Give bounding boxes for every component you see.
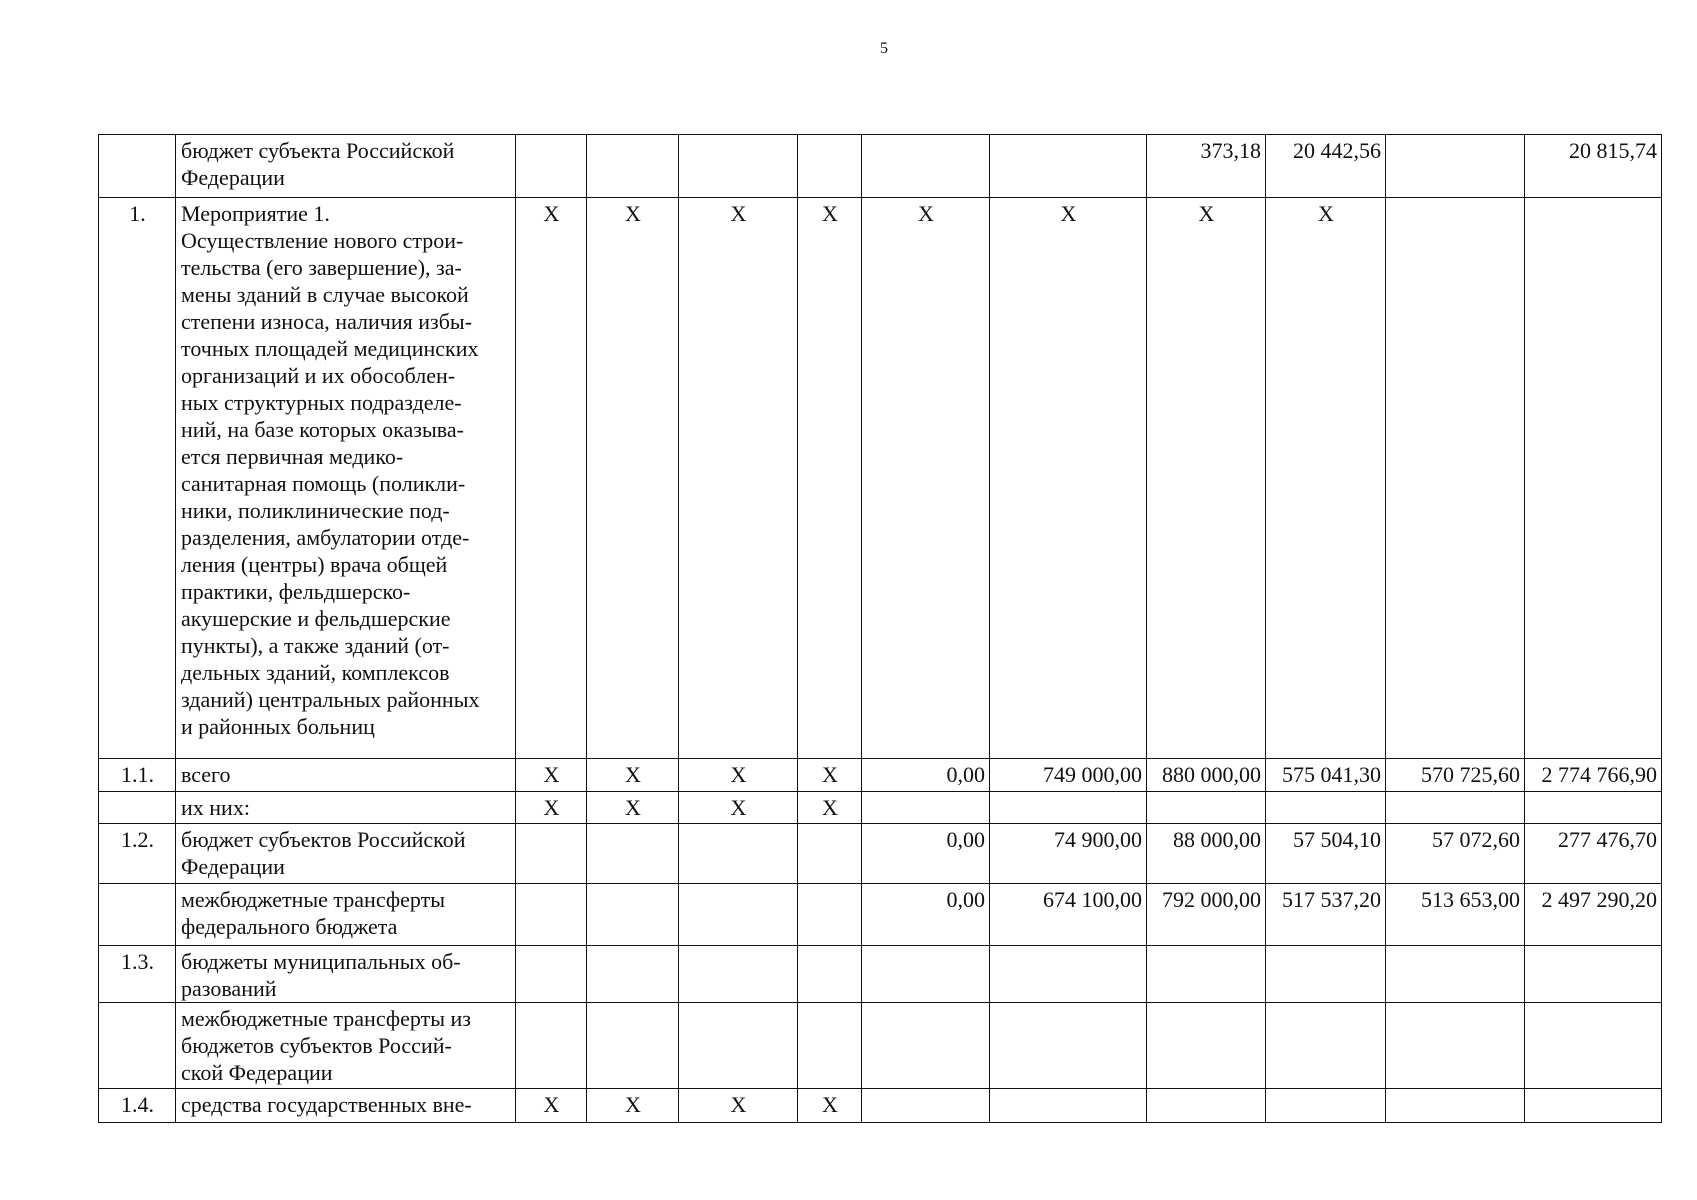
- row-name: [176, 1003, 516, 1089]
- value-cell: [990, 135, 1147, 198]
- row-name: [176, 759, 516, 792]
- value-cell: 2 497 290,20: [1525, 884, 1662, 946]
- marker-cell: [587, 824, 679, 884]
- row-name-line: организаций и их обособлен-: [181, 363, 456, 388]
- marker-cell: [587, 1003, 679, 1089]
- table-row: [99, 946, 1662, 1003]
- table-row: [99, 135, 1662, 198]
- value-cell: 0,00: [862, 824, 990, 884]
- value-cell: [862, 946, 990, 1003]
- row-name-line: бюджеты муниципальных об-: [181, 949, 461, 974]
- marker-cell: X: [587, 759, 679, 792]
- value-cell: [990, 946, 1147, 1003]
- marker-cell: [587, 884, 679, 946]
- row-name-line: практики, фельдшерско-: [181, 579, 411, 604]
- row-name-line: ется первичная медико-: [181, 444, 404, 469]
- row-name-line: ления (центры) врача общей: [181, 552, 448, 577]
- row-name: [176, 198, 516, 759]
- value-cell: [1386, 135, 1525, 198]
- marker-cell: [798, 824, 862, 884]
- value-cell: 570 725,60: [1386, 759, 1525, 792]
- marker-cell: X: [798, 1089, 862, 1123]
- row-number: [99, 792, 176, 824]
- row-name-line: всего: [181, 762, 231, 787]
- marker-cell: X: [587, 792, 679, 824]
- row-name-line: бюджетов субъектов Россий-: [181, 1033, 452, 1058]
- marker-cell: [516, 1003, 587, 1089]
- value-cell: 88 000,00: [1147, 824, 1266, 884]
- marker-cell: X: [679, 792, 798, 824]
- value-cell: [990, 1089, 1147, 1123]
- value-cell: [1147, 1003, 1266, 1089]
- value-cell: X: [1147, 198, 1266, 759]
- row-name-line: ской Федерации: [181, 1060, 333, 1085]
- marker-cell: [679, 1003, 798, 1089]
- value-cell: [1266, 1003, 1386, 1089]
- row-number: 1.2.: [99, 824, 176, 884]
- value-cell: [1386, 946, 1525, 1003]
- row-name-line: ники, поликлинические под-: [181, 498, 450, 523]
- marker-cell: [516, 884, 587, 946]
- value-cell: 373,18: [1147, 135, 1266, 198]
- marker-cell: X: [516, 1089, 587, 1123]
- row-number: 1.1.: [99, 759, 176, 792]
- marker-cell: X: [587, 198, 679, 759]
- marker-cell: X: [516, 198, 587, 759]
- marker-cell: [798, 946, 862, 1003]
- row-number: [99, 1003, 176, 1089]
- row-name-line: акушерские и фельдшерские: [181, 606, 451, 631]
- table-row: [99, 792, 1662, 824]
- budget-table: [98, 134, 1662, 1123]
- row-name-line: Осуществление нового строи-: [181, 228, 464, 253]
- value-cell: [1525, 198, 1662, 759]
- value-cell: [990, 792, 1147, 824]
- row-name: [176, 792, 516, 824]
- row-name: [176, 1089, 516, 1123]
- value-cell: 749 000,00: [990, 759, 1147, 792]
- value-cell: [1266, 1089, 1386, 1123]
- value-cell: [862, 135, 990, 198]
- marker-cell: [587, 946, 679, 1003]
- value-cell: [862, 792, 990, 824]
- row-name-line: разделения, амбулатории отде-: [181, 525, 470, 550]
- row-number: [99, 135, 176, 198]
- row-number: 1.: [99, 198, 176, 759]
- marker-cell: [679, 135, 798, 198]
- table-row: [99, 824, 1662, 884]
- value-cell: 0,00: [862, 759, 990, 792]
- value-cell: [1525, 792, 1662, 824]
- page-number: 5: [880, 40, 888, 57]
- marker-cell: [587, 135, 679, 198]
- row-name-line: Федерации: [181, 165, 285, 190]
- row-name-line: федерального бюджета: [181, 914, 398, 939]
- marker-cell: X: [516, 759, 587, 792]
- table-row: [99, 759, 1662, 792]
- table-row: [99, 884, 1662, 946]
- marker-cell: X: [679, 1089, 798, 1123]
- value-cell: 57 504,10: [1266, 824, 1386, 884]
- marker-cell: X: [798, 792, 862, 824]
- table-row: [99, 1003, 1662, 1089]
- marker-cell: [679, 884, 798, 946]
- row-name: [176, 135, 516, 198]
- value-cell: [1525, 1089, 1662, 1123]
- row-name-line: Федерации: [181, 854, 285, 879]
- value-cell: X: [990, 198, 1147, 759]
- value-cell: [862, 1089, 990, 1123]
- value-cell: X: [1266, 198, 1386, 759]
- marker-cell: [798, 135, 862, 198]
- marker-cell: [679, 824, 798, 884]
- value-cell: [1525, 946, 1662, 1003]
- value-cell: [1147, 792, 1266, 824]
- row-name-line: бюджет субъекта Российской: [181, 138, 455, 163]
- value-cell: [1266, 792, 1386, 824]
- row-name-line: дельных зданий, комплексов: [181, 660, 450, 685]
- marker-cell: [516, 135, 587, 198]
- row-name-line: санитарная помощь (поликли-: [181, 471, 466, 496]
- value-cell: 792 000,00: [1147, 884, 1266, 946]
- marker-cell: [798, 1003, 862, 1089]
- row-name-line: межбюджетные трансферты из: [181, 1006, 471, 1031]
- row-name: [176, 824, 516, 884]
- value-cell: [1266, 946, 1386, 1003]
- row-name-line: Мероприятие 1.: [181, 201, 330, 226]
- value-cell: 74 900,00: [990, 824, 1147, 884]
- value-cell: [1386, 1089, 1525, 1123]
- row-name-line: зданий) центральных районных: [181, 687, 480, 712]
- row-name-line: ний, на базе которых оказыва-: [181, 417, 464, 442]
- marker-cell: X: [679, 759, 798, 792]
- value-cell: 674 100,00: [990, 884, 1147, 946]
- value-cell: [1386, 198, 1525, 759]
- value-cell: 2 774 766,90: [1525, 759, 1662, 792]
- value-cell: [1147, 946, 1266, 1003]
- value-cell: [990, 1003, 1147, 1089]
- marker-cell: [516, 824, 587, 884]
- row-name-line: средства государственных вне-: [181, 1092, 472, 1117]
- row-name-line: и районных больниц: [181, 714, 375, 739]
- value-cell: 880 000,00: [1147, 759, 1266, 792]
- row-name-line: ных структурных подразделе-: [181, 390, 462, 415]
- row-name-line: их них:: [181, 795, 250, 820]
- marker-cell: [679, 946, 798, 1003]
- value-cell: 20 442,56: [1266, 135, 1386, 198]
- value-cell: 277 476,70: [1525, 824, 1662, 884]
- marker-cell: X: [798, 198, 862, 759]
- value-cell: X: [862, 198, 990, 759]
- marker-cell: X: [679, 198, 798, 759]
- row-name-line: бюджет субъектов Российской: [181, 827, 466, 852]
- row-name: [176, 884, 516, 946]
- value-cell: 57 072,60: [1386, 824, 1525, 884]
- value-cell: 575 041,30: [1266, 759, 1386, 792]
- value-cell: 20 815,74: [1525, 135, 1662, 198]
- row-name: [176, 946, 516, 1003]
- row-name-line: пункты), а также зданий (от-: [181, 633, 450, 658]
- row-name-line: точных площадей медицинских: [181, 336, 479, 361]
- marker-cell: [798, 884, 862, 946]
- marker-cell: X: [516, 792, 587, 824]
- row-name-line: межбюджетные трансферты: [181, 887, 445, 912]
- marker-cell: [516, 946, 587, 1003]
- row-number: [99, 884, 176, 946]
- row-name-line: мены зданий в случае высокой: [181, 282, 469, 307]
- row-number: 1.3.: [99, 946, 176, 1003]
- marker-cell: X: [587, 1089, 679, 1123]
- value-cell: 0,00: [862, 884, 990, 946]
- value-cell: [1525, 1003, 1662, 1089]
- table-row: [99, 198, 1662, 759]
- row-name-line: степени износа, наличия избы-: [181, 309, 473, 334]
- value-cell: [862, 1003, 990, 1089]
- value-cell: [1386, 792, 1525, 824]
- marker-cell: X: [798, 759, 862, 792]
- row-name-line: тельства (его завершение), за-: [181, 255, 462, 280]
- row-name-line: разований: [181, 976, 277, 1001]
- value-cell: [1147, 1089, 1266, 1123]
- value-cell: 517 537,20: [1266, 884, 1386, 946]
- table-row: [99, 1089, 1662, 1123]
- row-number: 1.4.: [99, 1089, 176, 1123]
- value-cell: 513 653,00: [1386, 884, 1525, 946]
- value-cell: [1386, 1003, 1525, 1089]
